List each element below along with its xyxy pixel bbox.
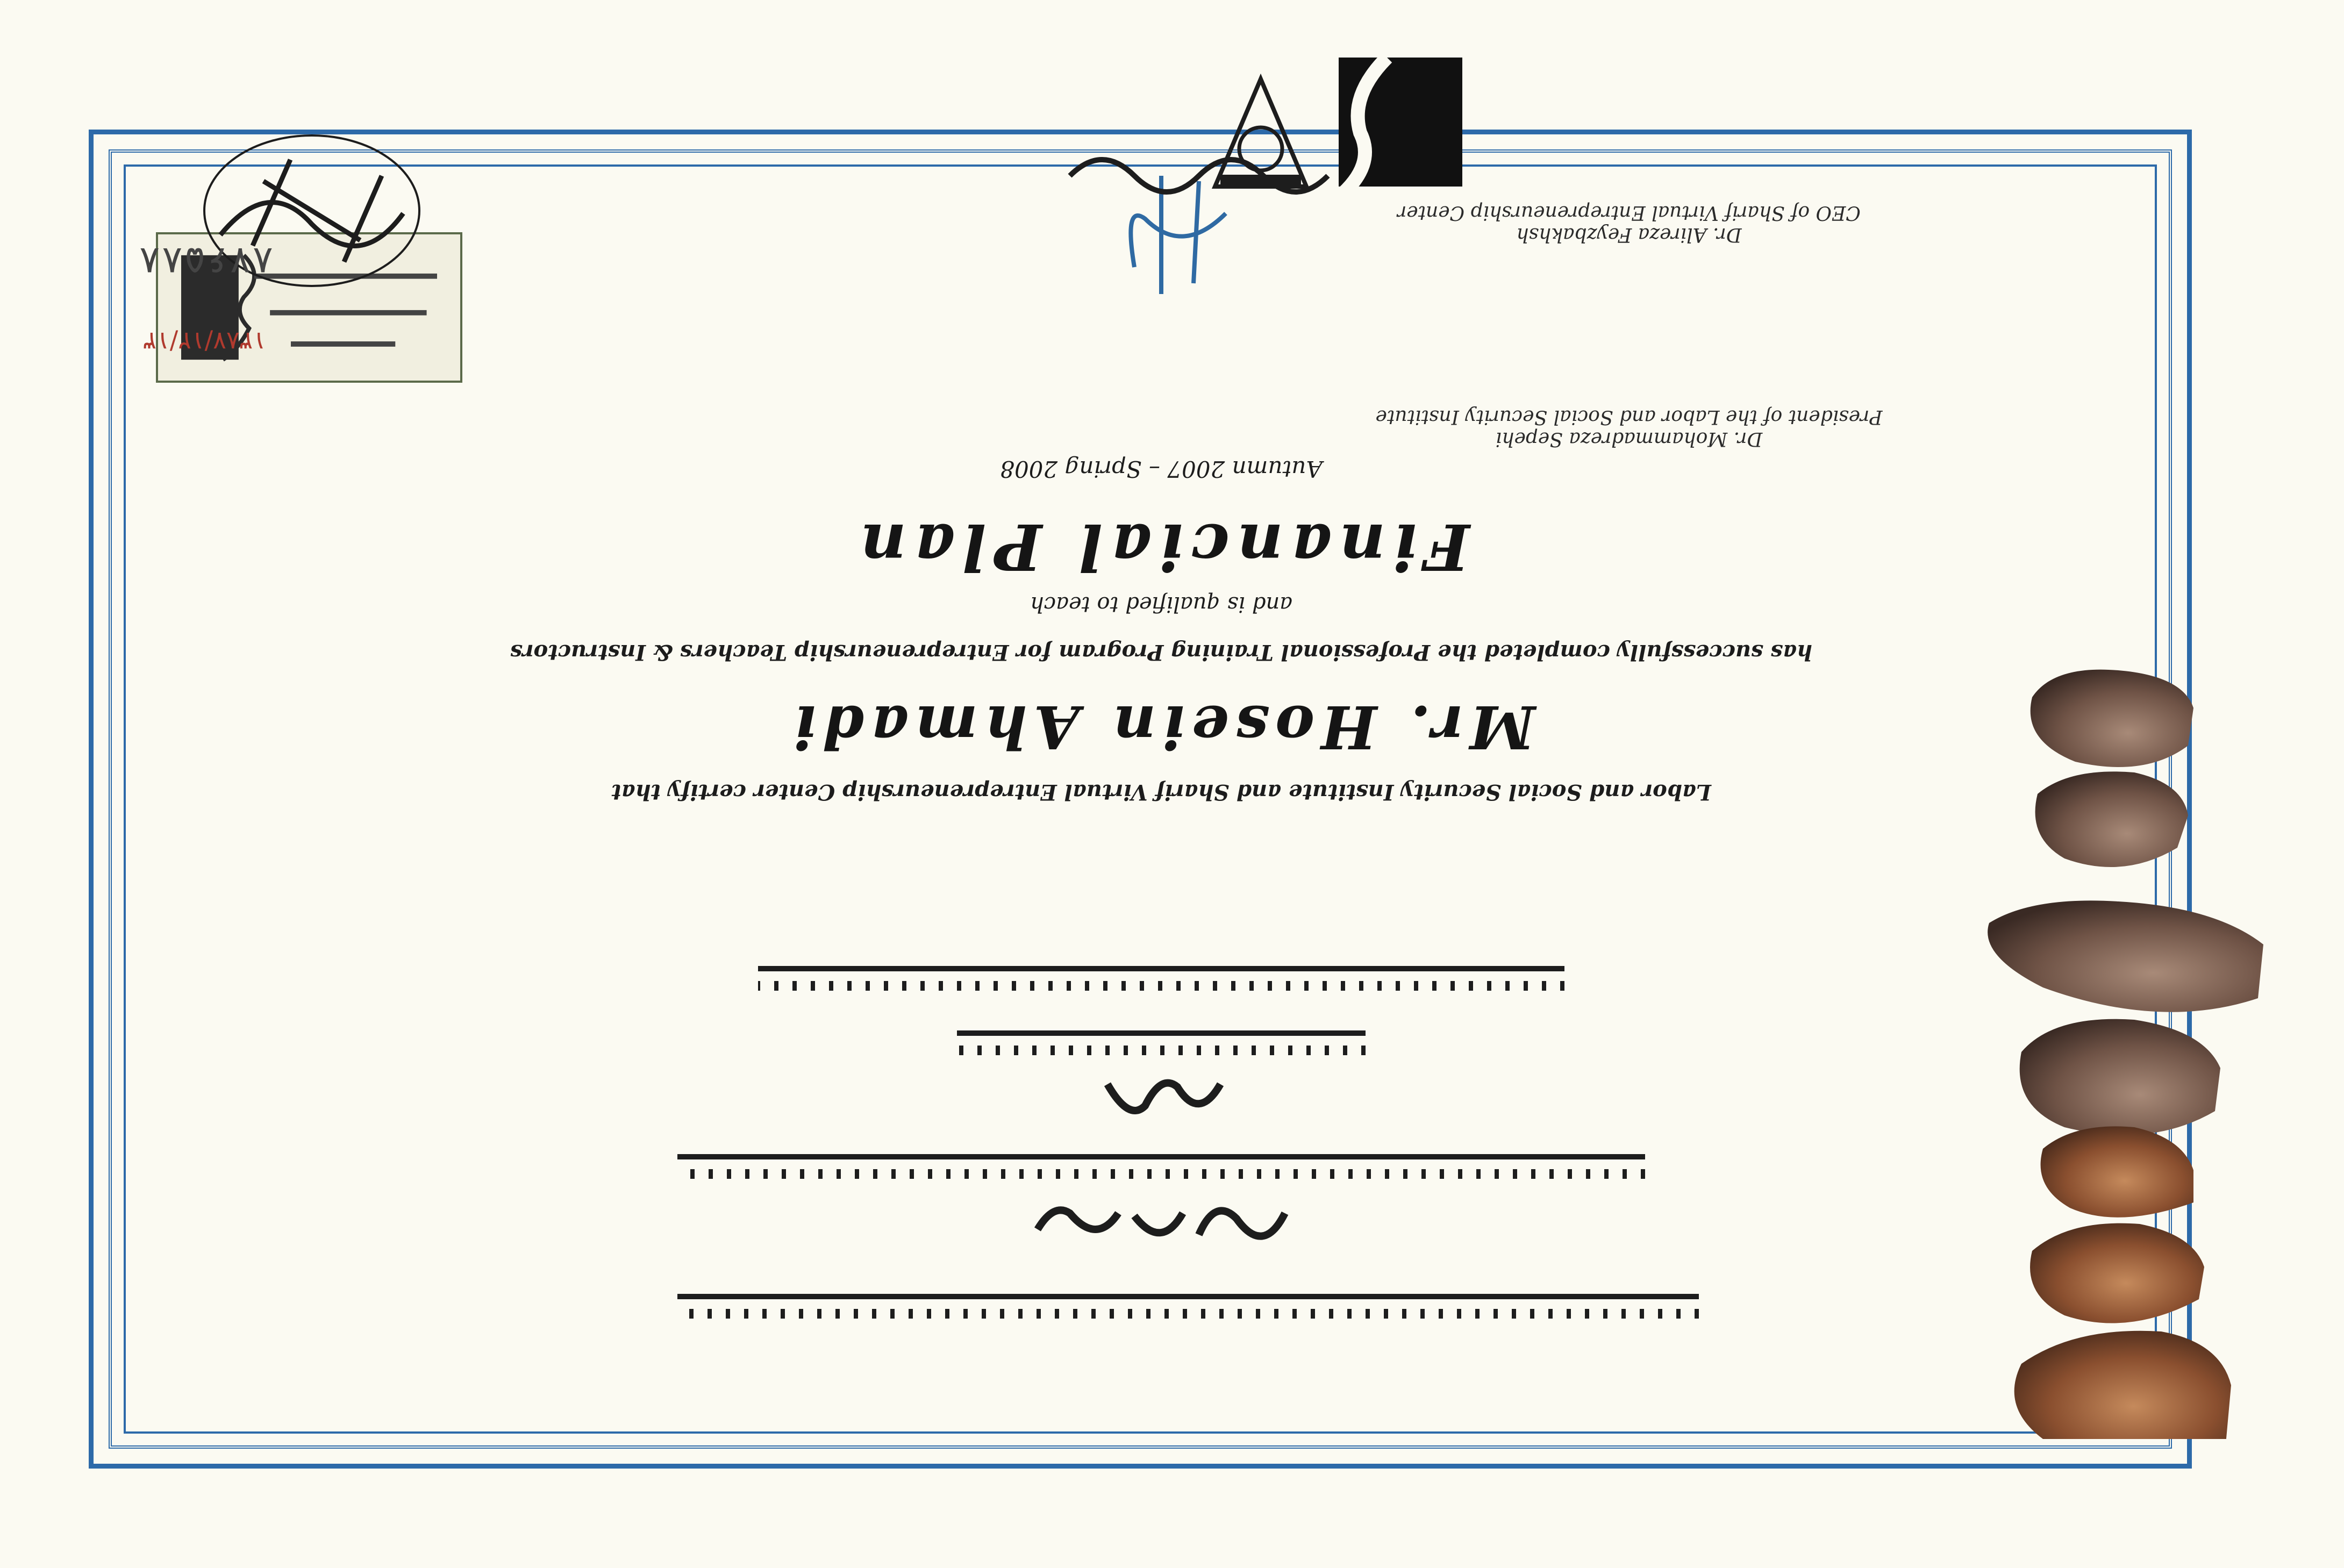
sharif-logo [1317,47,1484,219]
persian-title-calligraphy [1027,1192,1296,1267]
course-period: Autumn 2007 – Spring 2008 [1000,456,1323,482]
qualified-line: and is qualified to teach [1030,592,1293,617]
recipient-name: Mr. Hosein Ahmadi [787,692,1535,762]
completion-line: has successfully completed the Professional Training Program for Entrepreneurship Teachers & Instructors [510,640,1813,665]
institute-emblem [1210,74,1312,192]
persian-heading-line-1 [677,1294,1699,1321]
signatory-1 [1360,406,1898,450]
signatory-1-name: Dr. Mohammadreza Sepehi [1495,428,1763,450]
handwritten-number: ۱۳۸۷/۱۲/۱۳ [143,327,266,356]
course-title: Financial Plan [853,510,1470,584]
certify-line: Labor and Social Security Institute and Sharif Virtual Entrepreneurship Center certify that [611,779,1711,805]
serial-number: ۸۷۶۵۸۸ [138,239,274,283]
persian-heading-line-3 [758,966,1564,993]
persian-heading-line-2 [677,1154,1645,1181]
stones-image [1935,471,2322,1439]
persian-date-line [957,1030,1366,1057]
signatory-1-title: President of the Labor and Social Security Institute [1375,406,1883,428]
signatory-2-name: Dr. Alireza Feyzbakhsh [1516,224,1742,246]
signatory-2-title: CEO of Sharif Virtual Entrepreneurship Center [1397,202,1861,224]
persian-course-calligraphy [1097,1068,1226,1133]
